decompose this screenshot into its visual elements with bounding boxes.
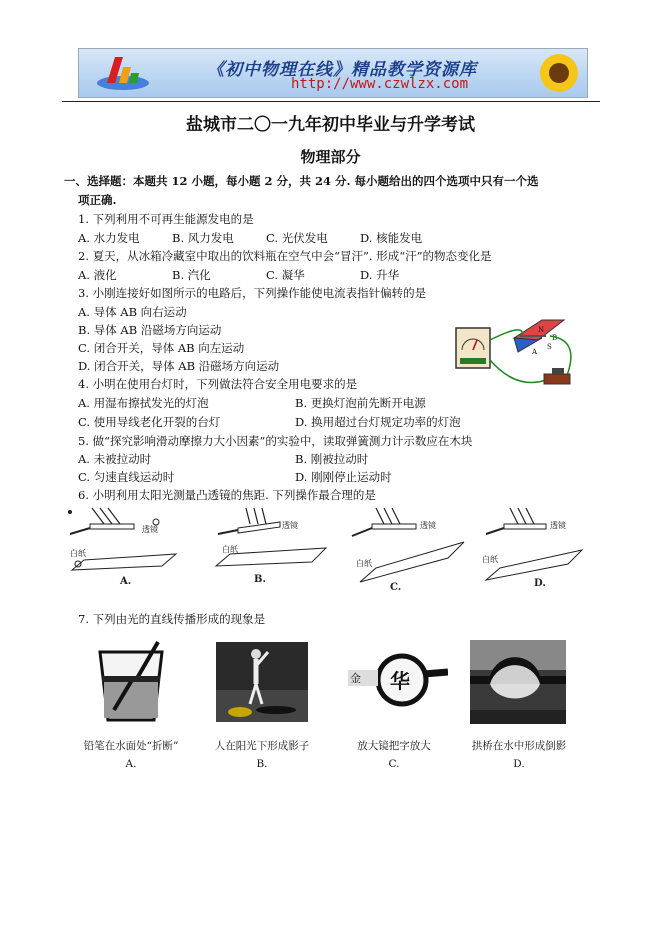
q6-letter-b: B. xyxy=(254,574,266,585)
q2-option-c: C. 凝华 xyxy=(266,268,305,282)
q6-figure-a xyxy=(64,504,200,590)
question-6-stem: 6. 小明利用太阳光测量凸透镜的焦距. 下列操作最合理的是 xyxy=(78,488,376,502)
q1-option-c: C. 光伏发电 xyxy=(266,231,328,245)
q4-option-a: A. 用湿布擦拭发光的灯泡 xyxy=(78,396,209,410)
question-2-stem: 2. 夏天，从冰箱冷藏室中取出的饮料瓶在空气中会“冒汗”. 形成“汗”的物态变化是 xyxy=(78,249,492,263)
paper-label-b: 白纸 xyxy=(222,545,238,554)
circuit-label-b: B xyxy=(552,334,558,342)
circuit-label-a: A xyxy=(532,348,538,356)
q1-option-a: A. 水力发电 xyxy=(78,231,140,245)
q7-picture-c-magnifier xyxy=(344,652,448,712)
q3-option-b: B. 导体 AB 沿磁场方向运动 xyxy=(78,323,222,337)
question-5-stem: 5. 做“探究影响滑动摩擦力大小因素”的实验中，读取弹簧测力计示数应在木块 xyxy=(78,434,473,448)
section-heading: 一、选择题：本题共 12 小题，每小题 2 分，共 24 分. 每小题给出的四个选项中只有一个选 xyxy=(64,174,539,188)
circuit-label-s: S xyxy=(547,343,552,351)
paper-label-d: 白纸 xyxy=(482,555,498,564)
q7-letter-c: C. xyxy=(388,758,400,770)
q6-figure-d xyxy=(482,504,602,590)
q5-option-a: A. 未被拉动时 xyxy=(78,452,152,466)
q7-picture-a-pencil xyxy=(92,640,170,724)
circuit-label-n: N xyxy=(538,326,545,334)
q7-letter-d: D. xyxy=(513,758,525,770)
q2-option-b: B. 汽化 xyxy=(172,268,211,282)
lens-label-a: 透镜 xyxy=(142,525,158,534)
exam-title: 盐城市二〇一九年初中毕业与升学考试 xyxy=(186,115,475,135)
q7-letter-b: B. xyxy=(256,758,268,770)
q3-option-d: D. 闭合开关，导体 AB 沿磁场方向运动 xyxy=(78,359,280,373)
q3-option-a: A. 导体 AB 向右运动 xyxy=(78,305,187,319)
q2-option-d: D. 升华 xyxy=(360,268,400,282)
logo-icon xyxy=(93,53,153,93)
sunflower-icon xyxy=(537,51,581,95)
header-rule xyxy=(62,101,600,102)
q7-picture-d-bridge xyxy=(470,640,566,724)
q7-picture-b-shadow xyxy=(216,642,308,722)
q7-caption-d: 拱桥在水中形成倒影 xyxy=(471,740,567,752)
q1-option-d: D. 核能发电 xyxy=(360,231,423,245)
circuit-figure xyxy=(446,300,586,400)
q4-option-c: C. 使用导线老化开裂的台灯 xyxy=(78,415,221,429)
banner-title: 《初中物理在线》精品教学资源库 xyxy=(207,60,477,80)
question-7-stem: 7. 下列由光的直线传播形成的现象是 xyxy=(78,612,266,626)
q5-option-b: B. 刚被拉动时 xyxy=(295,452,369,466)
q5-option-c: C. 匀速直线运动时 xyxy=(78,470,175,484)
q4-option-b: B. 更换灯泡前先断开电源 xyxy=(295,396,426,410)
q6-letter-c: C. xyxy=(390,582,402,593)
question-3-stem: 3. 小刚连接好如图所示的电路后，下列操作能使电流表指针偏转的是 xyxy=(78,286,427,300)
lens-label-b: 透镜 xyxy=(282,521,298,530)
paper-label-c: 白纸 xyxy=(356,559,372,568)
q4-option-d: D. 换用超过台灯规定功率的灯泡 xyxy=(295,415,461,429)
q6-figure-b xyxy=(208,504,338,590)
q7-caption-c: 放大镜把字放大 xyxy=(357,740,431,752)
q3-option-c: C. 闭合开关，导体 AB 向左运动 xyxy=(78,341,245,355)
header-banner xyxy=(78,48,588,98)
exam-subtitle: 物理部分 xyxy=(300,148,361,166)
lens-label-c: 透镜 xyxy=(420,521,436,530)
q7-caption-a: 铅笔在水面处“折断” xyxy=(83,740,179,752)
q6-letter-a: A. xyxy=(120,576,132,587)
svg-text:金: 金 xyxy=(350,672,361,685)
lens-label-d: 透镜 xyxy=(550,521,566,530)
magnifier-text: 华 xyxy=(390,669,410,693)
q6-figure-c xyxy=(346,504,476,594)
paper-label-a: 白纸 xyxy=(70,549,86,558)
q7-caption-b: 人在阳光下形成影子 xyxy=(214,740,310,752)
section-heading-cont: 项正确. xyxy=(78,193,117,207)
q6-letter-d: D. xyxy=(534,578,546,589)
banner-url[interactable]: http://www.czwlzx.com xyxy=(291,76,469,92)
q2-option-a: A. 液化 xyxy=(78,268,117,282)
q7-letter-a: A. xyxy=(125,758,137,770)
q1-option-b: B. 风力发电 xyxy=(172,231,234,245)
q5-option-d: D. 刚刚停止运动时 xyxy=(295,470,392,484)
question-1-stem: 1. 下列利用不可再生能源发电的是 xyxy=(78,212,254,226)
question-4-stem: 4. 小明在使用台灯时，下列做法符合安全用电要求的是 xyxy=(78,377,358,391)
